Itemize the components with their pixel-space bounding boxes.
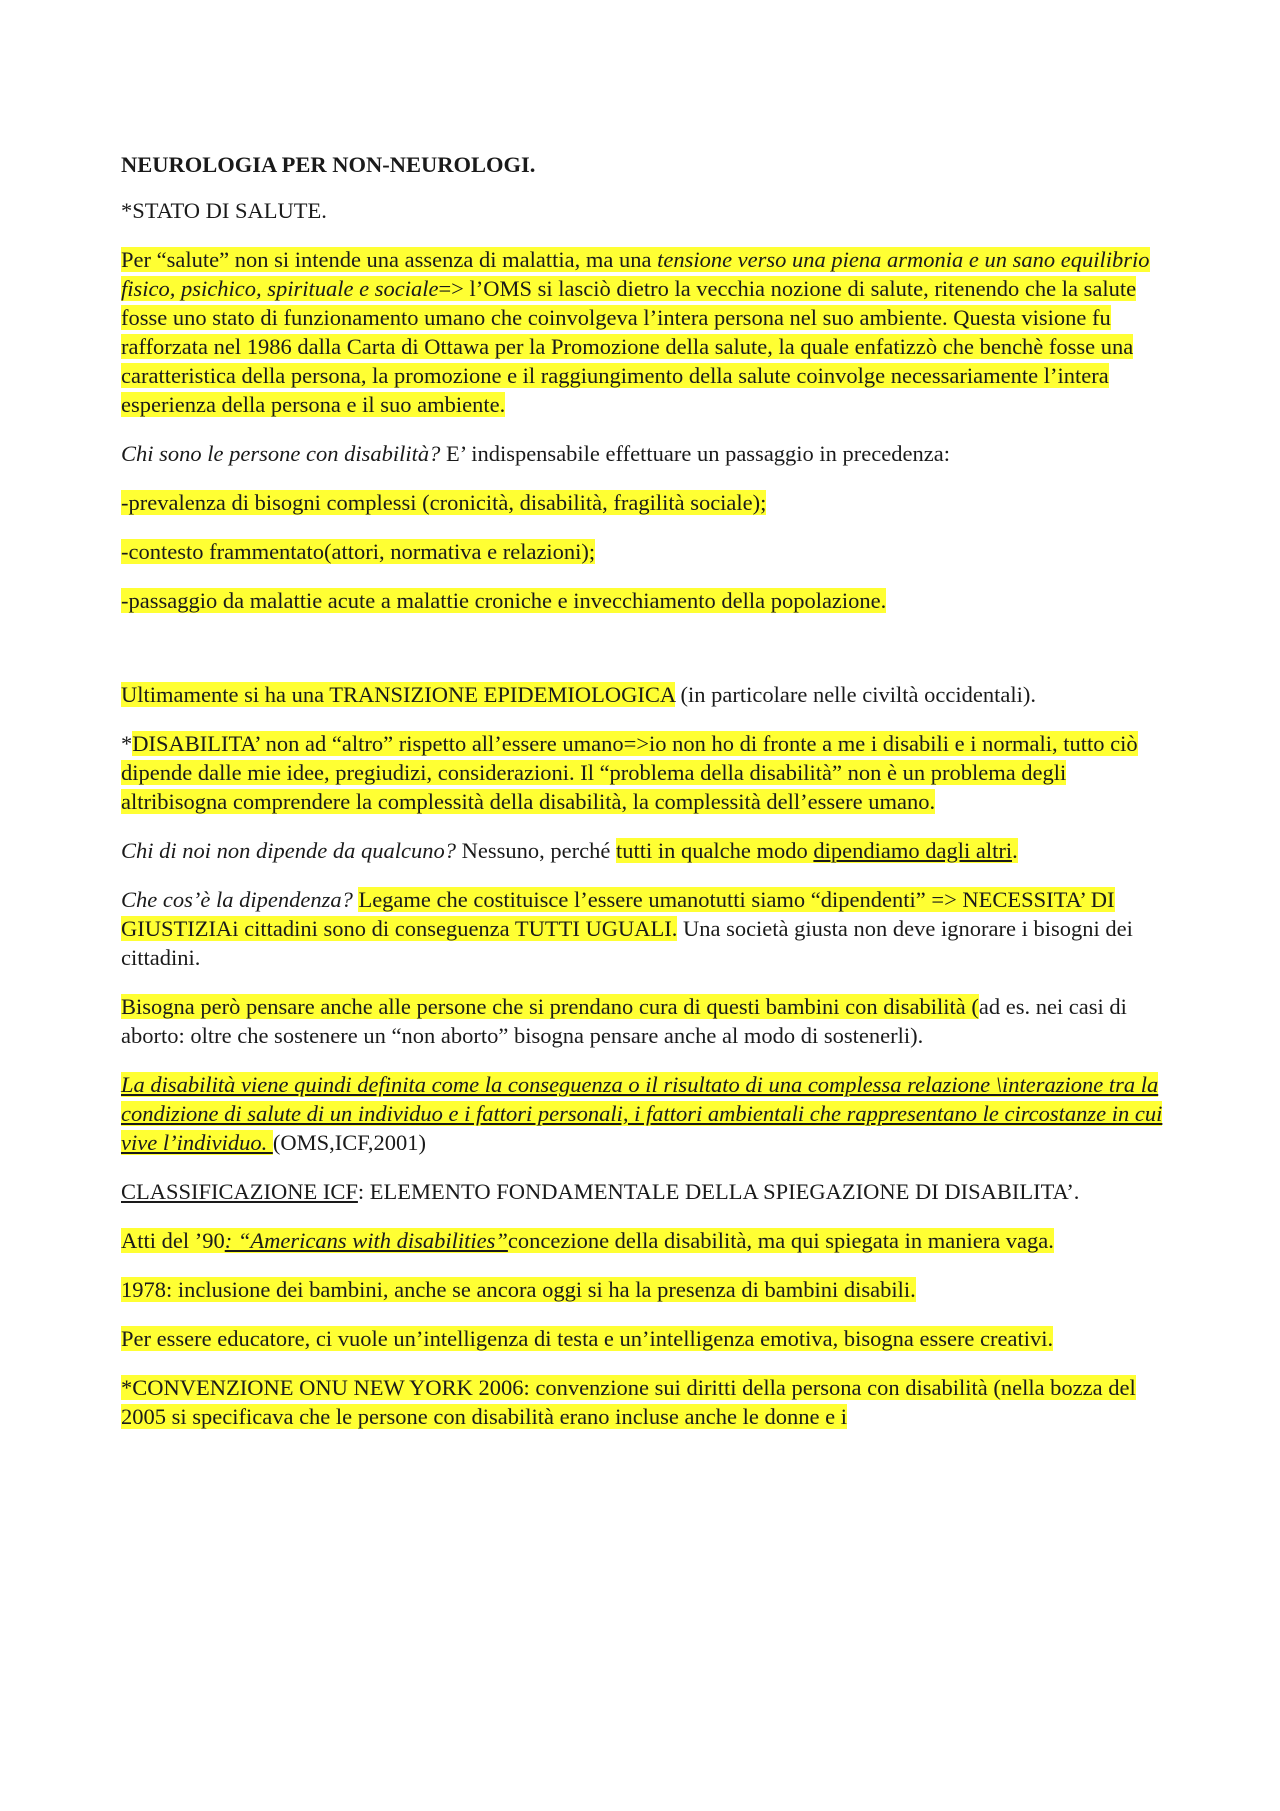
- list-item-1: -prevalenza di bisogni complessi (cronicità, disabilità, fragilità sociale);: [121, 490, 767, 515]
- document-title: NEUROLOGIA PER NON-NEUROLOGI.: [121, 152, 536, 177]
- highlighted-text: Per “salute” non si intende una assenza di malattia, ma una: [121, 247, 658, 272]
- paragraph-disabilita: *DISABILITA’ non ad “altro” rispetto all’essere umano=>io non ho di fronte a me i disabili e i normali, tutto ciò dipende dalle mie idee, pregiudizi, considerazioni. Il “problema della disabilità” non è un problema degli altribisogna comprendere la complessità della disabilità, la complessità dell’essere umano.: [121, 731, 1138, 814]
- paragraph-dipendenza-definition: Che cos’è la dipendenza? Legame che costituisce l’essere umanotutti siamo “dipendenti” => NECESSITA’ DI GIUSTIZIAi cittadini sono di conseguenza TUTTI UGUALI. Una società giusta non deve ignorare i bisogni dei cittadini.: [121, 887, 1133, 970]
- paragraph-atti-90: Atti del ’90: “Americans with disabilities”concezione della disabilità, ma qui spiegata in maniera vaga.: [121, 1228, 1054, 1253]
- paragraph-educatore: Per essere educatore, ci vuole un’intelligenza di testa e un’intelligenza emotiva, bisogna essere creativi.: [121, 1326, 1054, 1351]
- italic-question: Chi sono le persone con disabilità?: [121, 441, 441, 466]
- paragraph-disability-question: [121, 439, 1166, 468]
- paragraph-1978: 1978: inclusione dei bambini, anche se ancora oggi si ha la presenza di bambini disabili.: [121, 1277, 916, 1302]
- underlined-text: dipendiamo dagli altri: [813, 838, 1013, 863]
- document-body: [121, 150, 1166, 1451]
- paragraph-caregivers: Bisogna però pensare anche alle persone che si prendano cura di questi bambini con disabilità (ad es. nei casi di aborto: oltre che sostenere un “non aborto” bisogna pensare anche al modo di sostenerli).: [121, 994, 1127, 1048]
- paragraph-transizione: Ultimamente si ha una TRANSIZIONE EPIDEMIOLOGICA (in particolare nelle civiltà occidentali).: [121, 682, 1036, 707]
- section-heading-salute: *STATO DI SALUTE.: [121, 198, 327, 223]
- highlighted-underlined-italic-text: La disabilità viene quindi definita come la conseguenza o il risultato di una complessa relazione \interazione tra la condizione di salute di un individuo e i fattori personali, i fattori ambientali che rappresentano le circostanze in cui vive l’individuo.: [121, 1072, 1163, 1155]
- list-item-2: -contesto frammentato(attori, normativa e relazioni);: [121, 539, 596, 564]
- highlighted-italic-text: tensione verso una piena armonia e un sano equilibrio fisico, psichico, spirituale e sociale: [121, 247, 1150, 301]
- paragraph-salute: [121, 245, 1166, 419]
- paragraph-dipendenza-question: Chi di noi non dipende da qualcuno? Nessuno, perché tutti in qualche modo dipendiamo dagli altri.: [121, 838, 1018, 863]
- paragraph-definition-icf: La disabilità viene quindi definita come la conseguenza o il risultato di una complessa relazione \interazione tra la condizione di salute di un individuo e i fattori personali, i fattori ambientali che rappresentano le circostanze in cui vive l’individuo. (OMS,ICF,2001): [121, 1072, 1163, 1155]
- paragraph-convenzione-onu: *CONVENZIONE ONU NEW YORK 2006: convenzione sui diritti della persona con disabilità (nella bozza del 2005 si specificava che le persone con disabilità erano incluse anche le donne e i: [121, 1375, 1136, 1429]
- highlighted-text: => l’OMS si lasciò dietro la vecchia nozione di salute, ritenendo che la salute fosse uno stato di funzionamento umano che coinvolgeva l’intera persona nel suo ambiente. Questa visione fu rafforzata nel 1986 dalla Carta di Ottawa per la Promozione della salute, la quale enfatizzò che benchè fosse una caratteristica della persona, la promozione e il raggiungimento della salute coinvolge necessariamente l’intera esperienza della persona e il suo ambiente.: [121, 276, 1137, 417]
- text-span: E’ indispensabile effettuare un passaggio in precedenza:: [440, 441, 950, 466]
- paragraph-classificazione: CLASSIFICAZIONE ICF: ELEMENTO FONDAMENTALE DELLA SPIEGAZIONE DI DISABILITA’.: [121, 1179, 1080, 1204]
- list-item-3: -passaggio da malattie acute a malattie croniche e invecchiamento della popolazione.: [121, 588, 887, 613]
- blank-line: [121, 635, 1166, 680]
